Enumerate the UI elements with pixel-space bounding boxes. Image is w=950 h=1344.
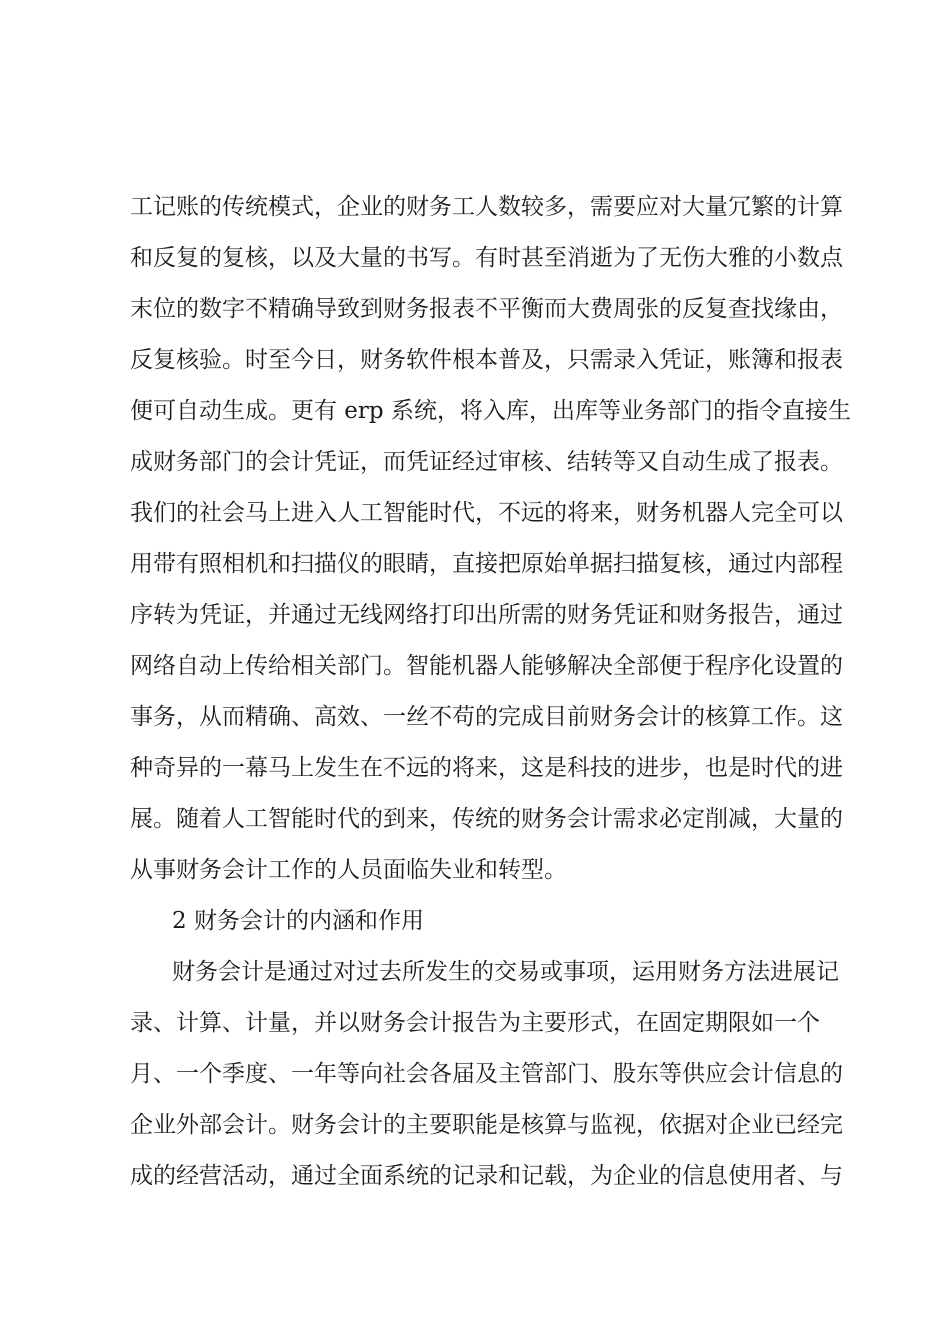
- paragraph-first-line: 财务会计是通过对过去所发生的交易或事项，运用财务方法进展记: [172, 959, 839, 985]
- body-text-line: 便可自动生成。更有 erp 系统，将入库，出库等业务部门的指令直接生: [130, 398, 851, 424]
- body-text-line: 反复核验。时至今日，财务软件根本普及，只需录入凭证，账簿和报表: [130, 347, 843, 373]
- body-text-line: 录、计算、计量，并以财务会计报告为主要形式，在固定期限如一个: [130, 1010, 820, 1036]
- body-text-line: 种奇异的一幕马上发生在不远的将来，这是科技的进步，也是时代的进: [130, 755, 843, 781]
- body-text-line: 和反复的复核，以及大量的书写。有时甚至消逝为了无伤大雅的小数点: [130, 245, 843, 271]
- body-text-line: 事务，从而精确、高效、一丝不苟的完成目前财务会计的核算工作。这: [130, 704, 843, 730]
- body-text-line: 工记账的传统模式，企业的财务工人数较多，需要应对大量冗繁的计算: [130, 194, 843, 220]
- body-text-line: 末位的数字不精确导致到财务报表不平衡而大费周张的反复查找缘由，: [130, 296, 843, 322]
- body-text-line: 成的经营活动，通过全面系统的记录和记载，为企业的信息使用者、与: [130, 1163, 843, 1189]
- body-text-line: 展。随着人工智能时代的到来，传统的财务会计需求必定削减，大量的: [130, 806, 843, 832]
- body-text-line: 企业外部会计。财务会计的主要职能是核算与监视，依据对企业已经完: [130, 1112, 843, 1138]
- body-text-line: 用带有照相机和扫描仪的眼睛，直接把原始单据扫描复核，通过内部程: [130, 551, 843, 577]
- body-text-line: 成财务部门的会计凭证，而凭证经过审核、结转等又自动生成了报表。: [130, 449, 843, 475]
- body-text-line: 我们的社会马上进入人工智能时代，不远的将来，财务机器人完全可以: [130, 500, 843, 526]
- body-text-line: 序转为凭证，并通过无线网络打印出所需的财务凭证和财务报告，通过: [130, 602, 843, 628]
- section-heading: 2 财务会计的内涵和作用: [172, 908, 424, 934]
- body-text-line: 月、一个季度、一年等向社会各届及主管部门、股东等供应会计信息的: [130, 1061, 843, 1087]
- body-text-line: 从事财务会计工作的人员面临失业和转型。: [130, 857, 567, 883]
- body-text-line: 网络自动上传给相关部门。智能机器人能够解决全部便于程序化设置的: [130, 653, 843, 679]
